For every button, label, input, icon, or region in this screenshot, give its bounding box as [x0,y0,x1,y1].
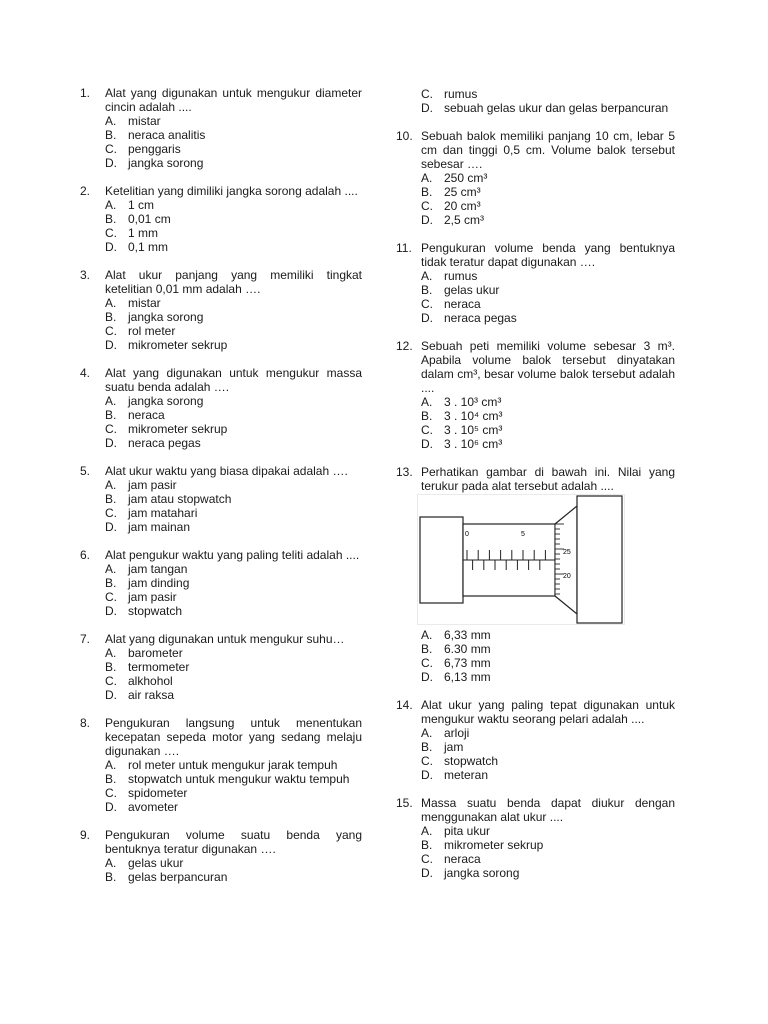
micrometer-figure [417,494,625,625]
option-letter: A. [105,856,117,870]
option-letter: A. [105,758,117,772]
question [80,716,362,814]
question-text: Alat pengukur waktu yang paling teliti adalah .... [105,548,360,562]
answer-option [80,800,362,814]
question-stem [396,465,675,493]
question-number: 6. [80,548,91,562]
option-text: jam pasir [128,590,177,604]
option-text: air raksa [128,688,175,702]
option-letter: C. [421,87,433,101]
option-letter: A. [105,646,117,660]
option-letter: B. [421,283,433,297]
answer-option [396,297,675,311]
answer-option [396,754,675,768]
question [80,828,362,884]
option-letter: D. [421,670,433,684]
question [80,184,362,254]
question-stem [396,241,675,269]
option-text: 3 . 10⁵ cm³ [444,423,503,437]
question-text: Alat yang digunakan untuk mengukur massa suatu benda adalah …. [105,366,362,394]
option-list [396,628,675,684]
question [396,241,675,325]
option-list [80,562,362,618]
question-stem [80,548,362,562]
option-letter: B. [105,576,117,590]
answer-option [396,213,675,227]
answer-option [80,310,362,324]
option-text: stopwatch [128,604,183,618]
option-letter: A. [105,394,117,408]
option-text: jam atau stopwatch [128,492,232,506]
option-letter: B. [105,408,117,422]
option-letter: D. [105,688,117,702]
option-letter: A. [421,726,433,740]
answer-option [396,866,675,880]
option-letter: B. [421,409,433,423]
option-letter: A. [105,562,117,576]
option-letter: A. [105,198,117,212]
question-number: 4. [80,366,91,380]
option-letter: C. [105,142,117,156]
option-letter: B. [421,838,433,852]
answer-option [80,492,362,506]
question-stem [396,129,675,171]
question-stem [80,632,362,646]
answer-option [396,838,675,852]
option-list [80,198,362,254]
question [80,268,362,352]
question-text: Pengukuran volume benda yang bentuknya tidak teratur dapat digunakan …. [421,241,675,269]
option-letter: D. [105,436,117,450]
option-letter: C. [105,590,117,604]
question-number: 15. [396,796,413,810]
option-text: jam dinding [128,576,190,590]
answer-option [396,311,675,325]
option-letter: C. [105,226,117,240]
answer-option [396,768,675,782]
option-text: gelas ukur [128,856,184,870]
option-letter: B. [421,740,433,754]
option-letter: D. [105,156,117,170]
answer-option [396,185,675,199]
answer-option [396,423,675,437]
option-letter: D. [421,437,433,451]
question [80,86,362,170]
answer-option [80,436,362,450]
answer-option [80,758,362,772]
answer-option [80,562,362,576]
option-text: sebuah gelas ukur dan gelas berpancuran [444,101,669,115]
answer-option [80,688,362,702]
question [396,339,675,451]
option-letter: D. [421,213,433,227]
question-number: 14. [396,698,413,712]
option-text: spidometer [128,786,188,800]
question-text: Sebuah peti memiliki volume sebesar 3 m³. Apabila volume balok tersebut dinyatakan dalam cm³, besar volume balok tersebut adalah .... [421,339,675,395]
answer-option [396,852,675,866]
ratchet [577,496,622,623]
option-text: 250 cm³ [444,171,488,185]
option-letter: C. [105,422,117,436]
option-letter: B. [105,310,117,324]
option-list [396,171,675,227]
option-text: neraca [444,297,481,311]
question [80,632,362,702]
option-letter: B. [105,772,117,786]
question-text: Alat ukur waktu yang biasa dipakai adalah …. [105,464,348,478]
answer-option [396,283,675,297]
option-letter: C. [105,786,117,800]
option-letter: A. [421,269,433,283]
option-letter: A. [105,114,117,128]
option-text: stopwatch [444,754,499,768]
option-text: 25 cm³ [444,185,481,199]
option-text: rumus [444,87,478,101]
question-number: 1. [80,86,91,100]
option-list [80,646,362,702]
question-number: 12. [396,339,413,353]
question-continuation [396,87,675,115]
option-letter: A. [421,824,433,838]
option-text: 0,1 mm [128,240,169,254]
answer-option [80,128,362,142]
sleeve-label: 0 [465,531,469,538]
thimble-bevel [555,506,577,614]
answer-option [396,628,675,642]
option-text: rol meter untuk mengukur jarak tempuh [128,758,338,772]
answer-option [80,198,362,212]
question-text: Alat yang digunakan untuk mengukur diameter cincin adalah .... [105,86,362,114]
option-text: 3 . 10³ cm³ [444,395,502,409]
answer-option [80,674,362,688]
option-list [396,824,675,880]
answer-option [80,296,362,310]
answer-option [80,240,362,254]
question-stem [396,796,675,824]
option-text: meteran [444,768,489,782]
question-number: 5. [80,464,91,478]
answer-option [80,772,362,786]
option-text: neraca pegas [128,436,201,450]
answer-option [80,506,362,520]
option-letter: A. [105,296,117,310]
answer-option [80,142,362,156]
question-text: Alat yang digunakan untuk mengukur suhu… [105,632,345,646]
answer-option [80,226,362,240]
question-number: 13. [396,465,413,479]
thimble-label: 20 [563,573,571,580]
option-text: neraca analitis [128,128,206,142]
option-list [80,296,362,352]
left-column [80,86,362,898]
option-list [80,758,362,814]
answer-option [396,171,675,185]
answer-option [396,740,675,754]
option-list [396,395,675,451]
question-stem [396,698,675,726]
answer-option [80,324,362,338]
option-letter: D. [105,800,117,814]
question [396,465,675,684]
answer-option [80,114,362,128]
option-text: 6,73 mm [444,656,491,670]
question-number: 9. [80,828,91,842]
answer-option [396,824,675,838]
question-text: Ketelitian yang dimiliki jangka sorong adalah .... [105,184,358,198]
answer-option [396,726,675,740]
answer-option [396,199,675,213]
option-text: mikrometer sekrup [444,838,544,852]
question-stem [80,268,362,296]
option-letter: B. [105,212,117,226]
option-text: 2,5 cm³ [444,213,485,227]
answer-option [80,590,362,604]
question [396,698,675,782]
question [80,548,362,618]
option-text: jam pasir [128,478,177,492]
option-text: rumus [444,269,478,283]
option-list [396,269,675,325]
anvil-block [420,517,463,603]
option-text: penggaris [128,142,181,156]
question-number: 7. [80,632,91,646]
option-letter: D. [105,338,117,352]
option-text: avometer [128,800,179,814]
option-text: pita ukur [444,824,491,838]
question-number: 2. [80,184,91,198]
option-text: mikrometer sekrup [128,422,228,436]
option-text: jam matahari [128,506,198,520]
answer-option [396,437,675,451]
option-text: 3 . 10⁶ cm³ [444,437,503,451]
option-letter: C. [105,506,117,520]
answer-option [80,604,362,618]
question-text: Massa suatu benda dapat diukur dengan menggunakan alat ukur .... [421,796,675,824]
answer-option [80,394,362,408]
question-stem [80,366,362,394]
option-text: rol meter [128,324,176,338]
option-letter: D. [421,768,433,782]
answer-option [80,870,362,884]
option-text: termometer [128,660,190,674]
option-letter: C. [421,199,433,213]
answer-option [80,478,362,492]
option-text: jangka sorong [128,156,204,170]
question-stem [80,716,362,758]
answer-option [396,642,675,656]
answer-option [80,156,362,170]
question-stem [80,184,362,198]
answer-option [80,856,362,870]
question-text: Sebuah balok memiliki panjang 10 cm, lebar 5 cm dan tinggi 0,5 cm. Volume balok tersebut sebesar …. [421,129,675,171]
thimble-label: 25 [563,549,571,556]
option-letter: D. [421,866,433,880]
option-text: jam [444,740,464,754]
option-text: stopwatch untuk mengukur waktu tempuh [128,772,350,786]
option-letter: C. [421,656,433,670]
option-letter: C. [105,674,117,688]
option-text: gelas berpancuran [128,870,228,884]
answer-option [80,660,362,674]
option-text: jangka sorong [128,310,204,324]
answer-option [396,656,675,670]
answer-option [80,646,362,660]
question-number: 8. [80,716,91,730]
option-letter: B. [421,642,433,656]
option-text: gelas ukur [444,283,500,297]
option-text: 20 cm³ [444,199,481,213]
option-letter: B. [105,660,117,674]
option-letter: C. [105,324,117,338]
option-letter: A. [421,171,433,185]
option-text: jam tangan [128,562,188,576]
question [80,366,362,450]
option-list [80,478,362,534]
option-text: jangka sorong [444,866,520,880]
option-text: 1 cm [128,198,155,212]
option-letter: A. [421,395,433,409]
option-letter: B. [105,870,117,884]
question-text: Pengukuran volume suatu benda yang bentuknya teratur digunakan …. [105,828,362,856]
option-letter: D. [421,311,433,325]
option-text: jam mainan [128,520,191,534]
option-text: neraca pegas [444,311,517,325]
answer-option [80,408,362,422]
micrometer-drawing [417,494,625,625]
option-text: mistar [128,114,161,128]
option-letter: D. [421,101,433,115]
question-text: Alat ukur yang paling tepat digunakan untuk mengukur waktu seorang pelari adalah .... [421,698,675,726]
option-list [396,726,675,782]
option-letter: C. [421,754,433,768]
question-stem [396,339,675,395]
answer-option [396,269,675,283]
question-number: 11. [396,241,412,255]
question-number: 10. [396,129,413,143]
option-text: 6.30 mm [444,642,491,656]
answer-option [80,338,362,352]
question-stem [80,828,362,856]
option-text: mikrometer sekrup [128,338,228,352]
option-list [80,856,362,884]
option-text: 3 . 10⁴ cm³ [444,409,503,423]
option-text: neraca [128,408,165,422]
option-text: barometer [128,646,183,660]
option-text: mistar [128,296,161,310]
option-letter: D. [105,240,117,254]
answer-option [80,422,362,436]
option-letter: A. [105,478,117,492]
question-text: Alat ukur panjang yang memiliki tingkat ketelitian 0,01 mm adalah …. [105,268,362,296]
option-letter: B. [105,492,117,506]
sleeve-label: 5 [521,531,525,538]
question [396,129,675,227]
question-text: Perhatikan gambar di bawah ini. Nilai yang terukur pada alat tersebut adalah .... [421,465,675,493]
option-text: 6,33 mm [444,628,491,642]
question-stem [80,464,362,478]
option-letter: D. [105,520,117,534]
answer-option [80,212,362,226]
question-text: Pengukuran langsung untuk menentukan kecepatan sepeda motor yang sedang melaju digunakan …. [105,716,362,758]
option-text: 1 mm [128,226,158,240]
answer-option [80,520,362,534]
option-text: arloji [444,726,470,740]
option-list [80,114,362,170]
option-letter: B. [105,128,117,142]
option-letter: C. [421,297,433,311]
option-letter: C. [421,423,433,437]
answer-option [80,576,362,590]
answer-option [396,101,675,115]
right-column [396,86,675,894]
answer-option [80,786,362,800]
question-stem [80,86,362,114]
question-number: 3. [80,268,91,282]
option-letter: C. [421,852,433,866]
answer-option [396,670,675,684]
option-text: jangka sorong [128,394,204,408]
answer-option [396,395,675,409]
option-text: 6,13 mm [444,670,491,684]
answer-option [396,87,675,101]
option-text: neraca [444,852,481,866]
option-list [80,394,362,450]
answer-option [396,409,675,423]
option-text: 0,01 cm [128,212,171,226]
option-text: alkhohol [128,674,173,688]
option-letter: B. [421,185,433,199]
question [396,796,675,880]
option-letter: D. [105,604,117,618]
question [80,464,362,534]
option-letter: A. [421,628,433,642]
